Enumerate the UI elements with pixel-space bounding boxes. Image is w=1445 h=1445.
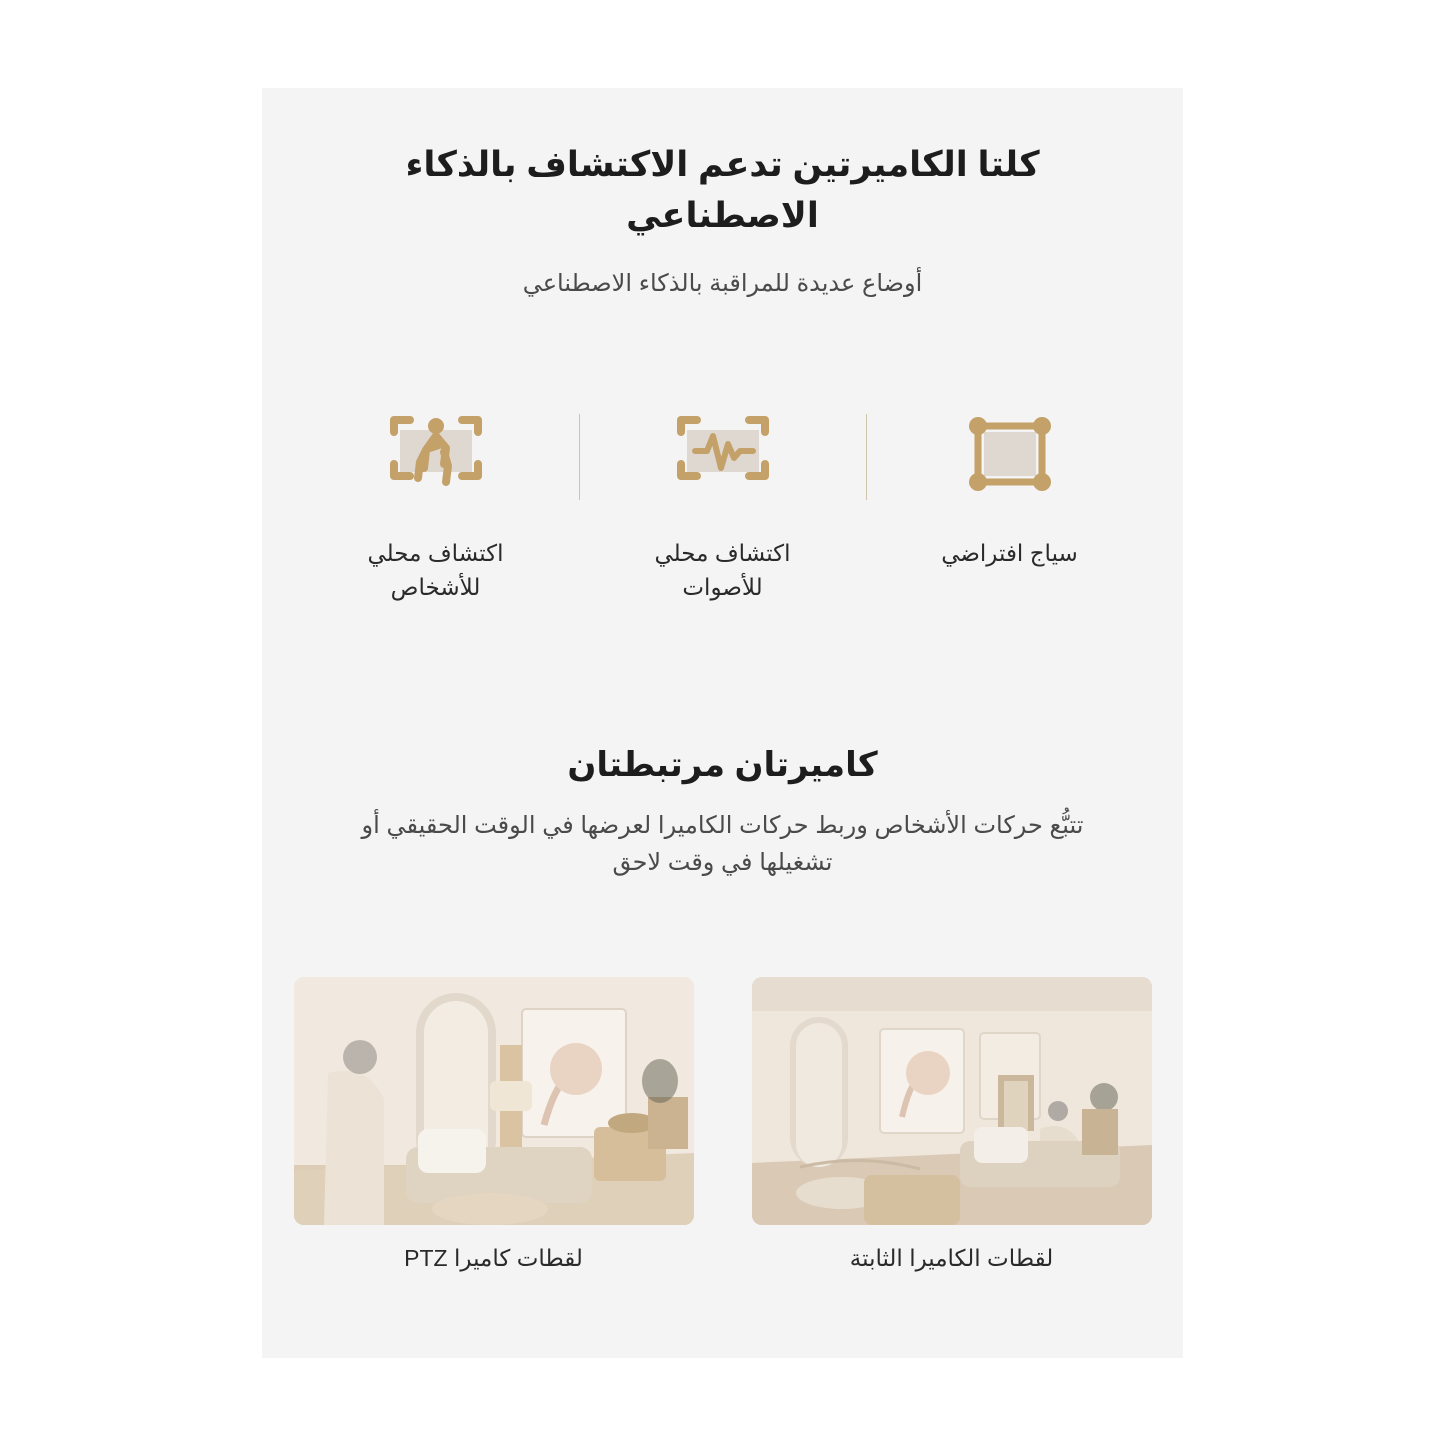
person-detection-icon xyxy=(380,398,492,510)
ai-feature-list xyxy=(262,398,1183,605)
linked-section-title: كاميرتان مرتبطتان xyxy=(567,745,878,784)
footage-gallery xyxy=(262,977,1183,1272)
feature-label: سياج افتراضي xyxy=(941,539,1078,566)
feature-person-detection xyxy=(321,398,551,605)
ai-section-title: كلتا الكاميرتين تدعم الاكتشاف بالذكاء الاصطناعي xyxy=(405,145,1040,235)
product-info-page xyxy=(262,88,1183,1358)
photo-caption: لقطات كاميرا PTZ xyxy=(404,1244,583,1271)
linked-cameras-section xyxy=(262,745,1183,1272)
fixed-camera-block xyxy=(752,977,1152,1272)
ptz-camera-photo xyxy=(294,977,694,1225)
feature-divider xyxy=(579,414,580,500)
ai-section-subtitle: أوضاع عديدة للمراقبة بالذكاء الاصطناعي xyxy=(522,269,923,297)
feature-sound-detection xyxy=(608,398,838,605)
photo-caption: لقطات الكاميرا الثابتة xyxy=(849,1244,1054,1271)
feature-label: اكتشاف محلي للأشخاص xyxy=(367,539,504,600)
sound-detection-icon xyxy=(667,398,779,510)
feature-label: اكتشاف محلي للأصوات xyxy=(654,539,791,600)
feature-virtual-fence xyxy=(895,398,1125,571)
ptz-camera-block xyxy=(294,977,694,1272)
virtual-fence-icon xyxy=(954,398,1066,510)
linked-section-subtitle: تتبُّع حركات الأشخاص وربط حركات الكاميرا لعرضها في الوقت الحقيقي أو تشغيلها في وقت لاحق xyxy=(361,811,1084,876)
feature-divider xyxy=(866,414,867,500)
fixed-camera-photo xyxy=(752,977,1152,1225)
